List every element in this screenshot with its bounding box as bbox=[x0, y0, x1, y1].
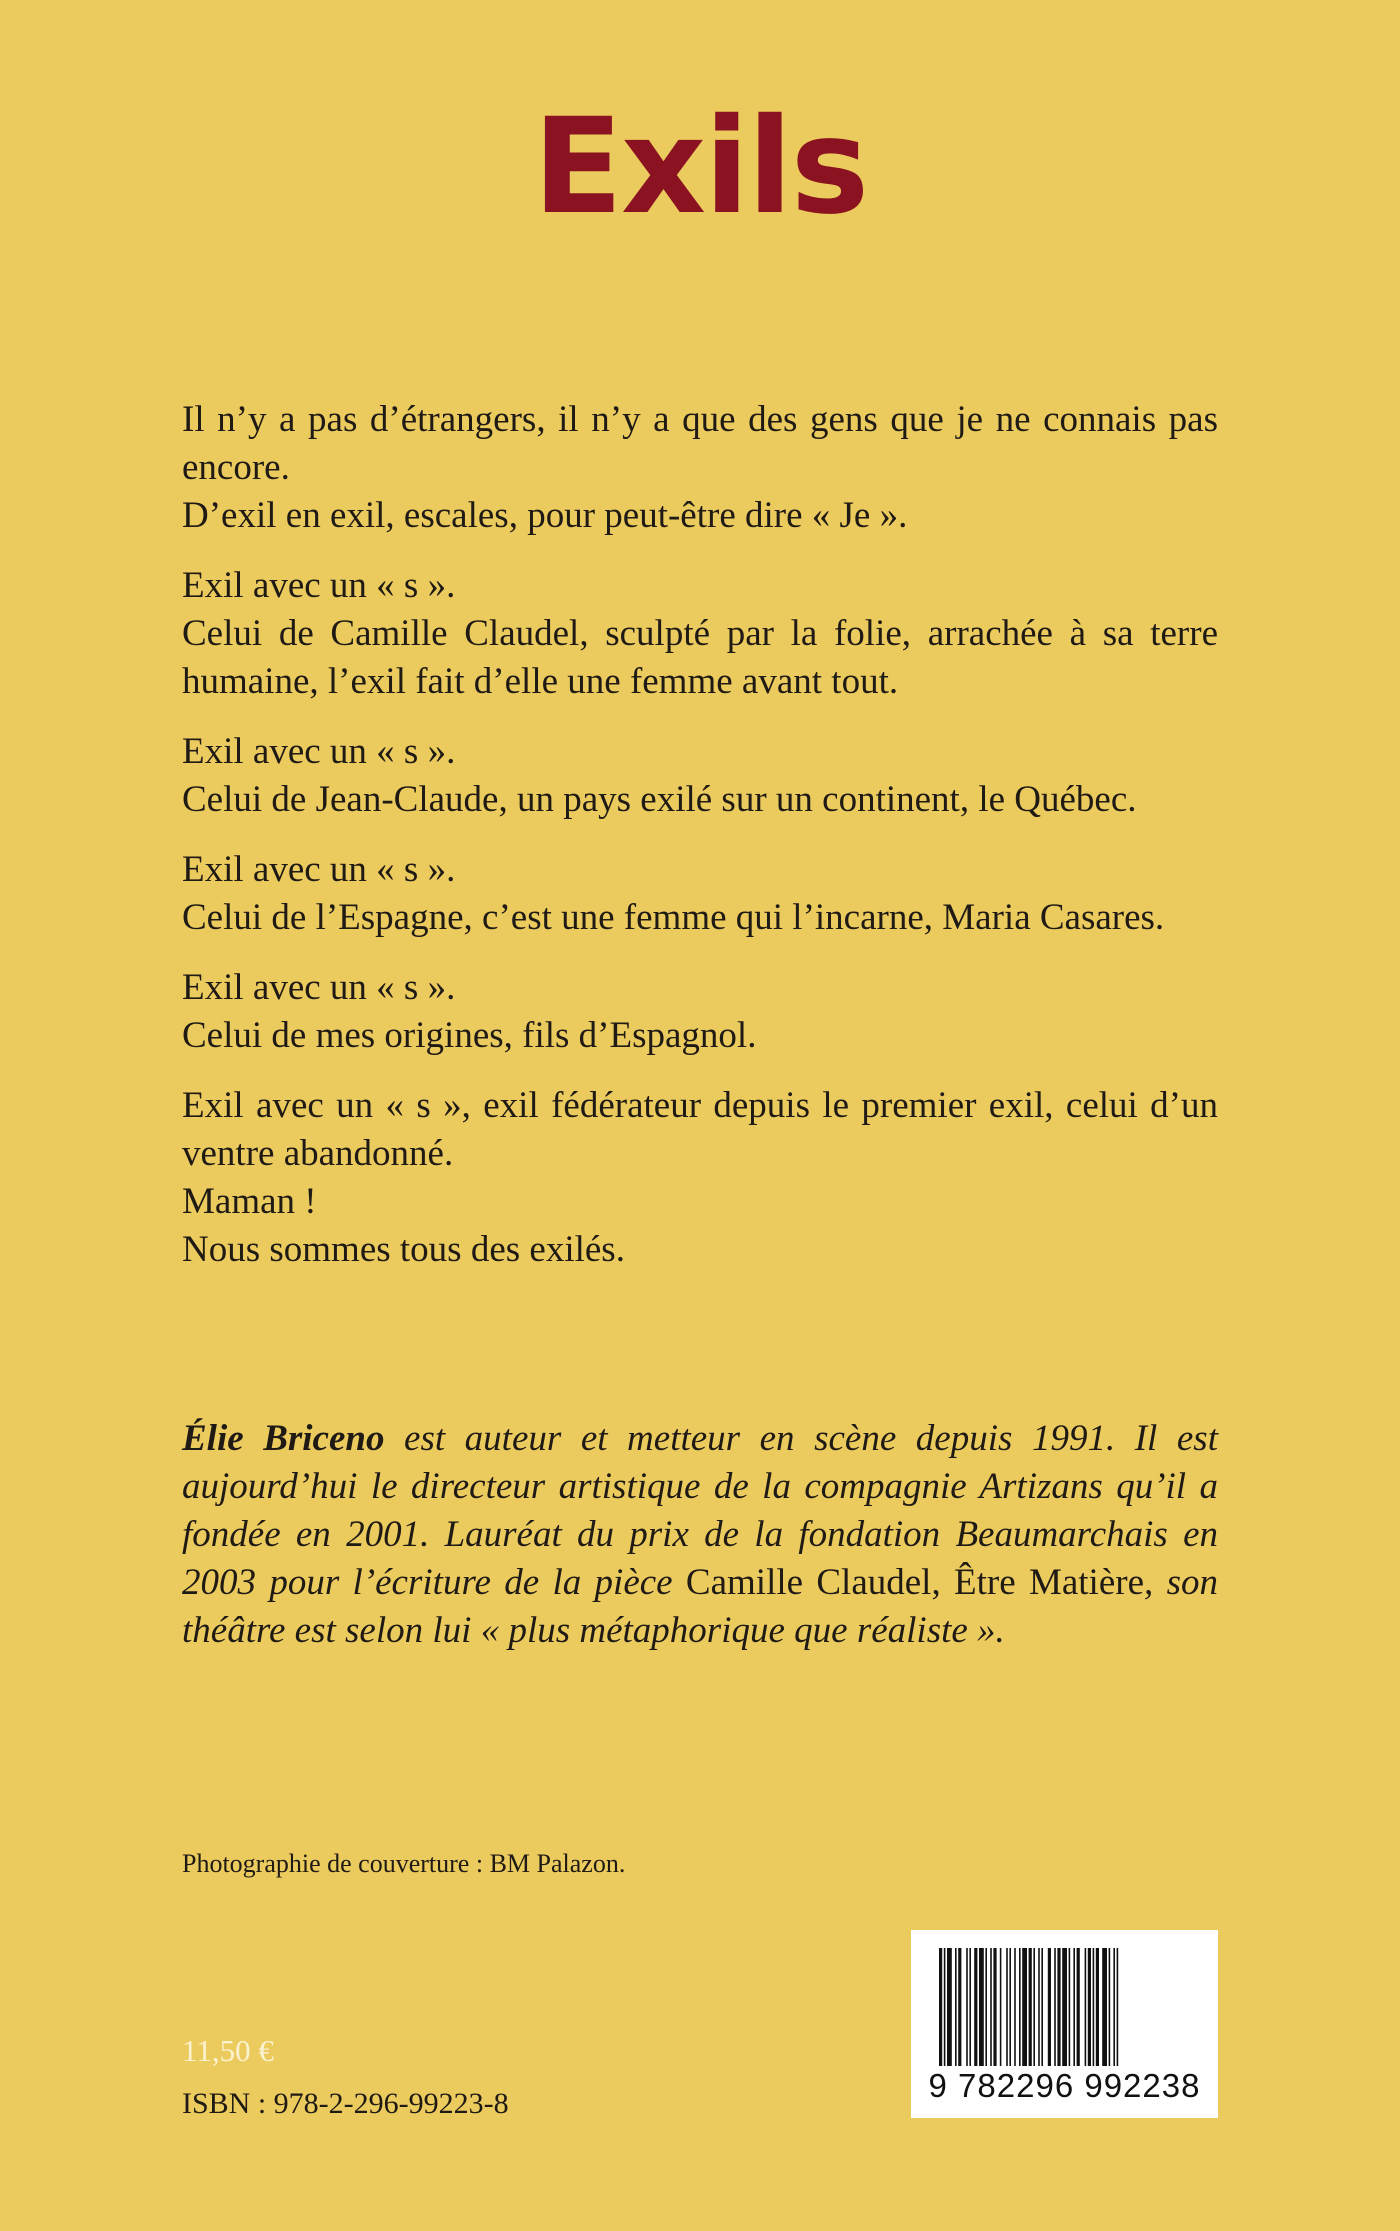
barcode-bar bbox=[1062, 1948, 1067, 2066]
blurb-line: Exil avec un « s », exil fédérateur depuis le premier exil, celui d’un ventre abandonné. bbox=[182, 1085, 1218, 1174]
blurb-line: Maman ! bbox=[182, 1181, 317, 1222]
author-bio bbox=[182, 1415, 1218, 1655]
isbn-label: ISBN : 978-2-296-99223-8 bbox=[182, 2087, 509, 2120]
blurb-line: Il n’y a pas d’étrangers, il n’y a que des gens que je ne connais pas encore. bbox=[182, 399, 1218, 488]
blurb-line: Celui de l’Espagne, c’est une femme qui l’incarne, Maria Casares. bbox=[182, 897, 1165, 938]
barcode-bar bbox=[1085, 1948, 1087, 2066]
barcode-bar bbox=[1033, 1948, 1035, 2066]
barcode-bar bbox=[944, 1948, 946, 2066]
price-label: 11,50 € bbox=[182, 2033, 274, 2068]
barcode-bar bbox=[1009, 1948, 1011, 2066]
blurb-paragraph bbox=[182, 728, 1218, 824]
barcode-bar bbox=[969, 1948, 971, 2066]
blurb-line: Exil avec un « s ». bbox=[182, 565, 456, 606]
blurb-line: Nous sommes tous des exilés. bbox=[182, 1229, 625, 1270]
barcode-bar bbox=[1000, 1948, 1002, 2066]
author-name: Élie Briceno bbox=[182, 1418, 385, 1459]
blurb-line: Celui de Jean-Claude, un pays exilé sur un continent, le Québec. bbox=[182, 779, 1137, 820]
barcode-bar bbox=[966, 1948, 968, 2066]
barcode-bar bbox=[1096, 1948, 1099, 2066]
barcode-bar bbox=[1109, 1948, 1111, 2066]
barcode-bars bbox=[939, 1948, 1190, 2066]
blurb-line: Exil avec un « s ». bbox=[182, 967, 456, 1008]
barcode-digits: 9 782296 992238 bbox=[928, 2067, 1201, 2104]
barcode-bar bbox=[939, 1948, 942, 2066]
barcode-bar bbox=[1038, 1948, 1040, 2066]
blurb-paragraph bbox=[182, 846, 1218, 942]
blurb-paragraph bbox=[182, 964, 1218, 1060]
blurb-line: Celui de Camille Claudel, sculpté par la folie, arrachée à sa terre humaine, l’exil fait d’elle une femme avant tout. bbox=[182, 613, 1218, 702]
barcode-bar bbox=[1113, 1948, 1115, 2066]
barcode-bar bbox=[1022, 1948, 1027, 2066]
blurb-paragraph bbox=[182, 562, 1218, 706]
book-title: Exils bbox=[532, 90, 868, 244]
barcode-bar bbox=[979, 1948, 984, 2066]
bio-text: est auteur et metteur en scène depuis 1991. Il est aujourd’hui le directeur artistique de la compagnie Artizans qu’il a fondée en 2001. Lauréat du prix de la fondation Beaumarchais en 2003 pour l’écriture de la pièce bbox=[182, 1418, 1218, 1603]
barcode-bar bbox=[1041, 1948, 1043, 2066]
barcode-bar bbox=[1093, 1948, 1095, 2066]
barcode-bar bbox=[1048, 1948, 1051, 2066]
barcode-bar bbox=[1117, 1948, 1119, 2066]
barcode-bar bbox=[990, 1948, 992, 2066]
barcode-bar bbox=[1069, 1948, 1071, 2066]
barcode-bar bbox=[1077, 1948, 1080, 2066]
barcode-bar bbox=[1054, 1948, 1056, 2066]
bio-text: , son théâtre est selon lui « plus métaphorique que réaliste ». bbox=[182, 1562, 1218, 1651]
back-cover-blurb bbox=[182, 396, 1218, 1296]
barcode-bar bbox=[974, 1948, 977, 2066]
blurb-line: Celui de mes origines, fils d’Espagnol. bbox=[182, 1015, 757, 1056]
barcode-bar bbox=[1014, 1948, 1016, 2066]
blurb-line: Exil avec un « s ». bbox=[182, 731, 456, 772]
barcode-bar bbox=[955, 1948, 957, 2066]
barcode-bar bbox=[1088, 1948, 1091, 2066]
barcode-bar bbox=[1019, 1948, 1021, 2066]
blurb-paragraph bbox=[182, 396, 1218, 540]
blurb-paragraph bbox=[182, 1082, 1218, 1274]
work-title: Camille Claudel, Être Matière bbox=[685, 1562, 1145, 1603]
barcode-bar bbox=[1057, 1948, 1060, 2066]
barcode-bar bbox=[1006, 1948, 1008, 2066]
photo-credit: Photographie de couverture : BM Palazon. bbox=[182, 1849, 626, 1878]
barcode-bar bbox=[993, 1948, 996, 2066]
barcode-bar bbox=[958, 1948, 961, 2066]
barcode-bar bbox=[1102, 1948, 1107, 2066]
blurb-line: Exil avec un « s ». bbox=[182, 849, 456, 890]
blurb-line: D’exil en exil, escales, pour peut-être dire « Je ». bbox=[182, 495, 908, 536]
barcode-bar bbox=[947, 1948, 952, 2066]
barcode-bar bbox=[1029, 1948, 1032, 2066]
barcode-bar bbox=[985, 1948, 987, 2066]
barcode-bar bbox=[1073, 1948, 1075, 2066]
barcode bbox=[911, 1930, 1218, 2118]
